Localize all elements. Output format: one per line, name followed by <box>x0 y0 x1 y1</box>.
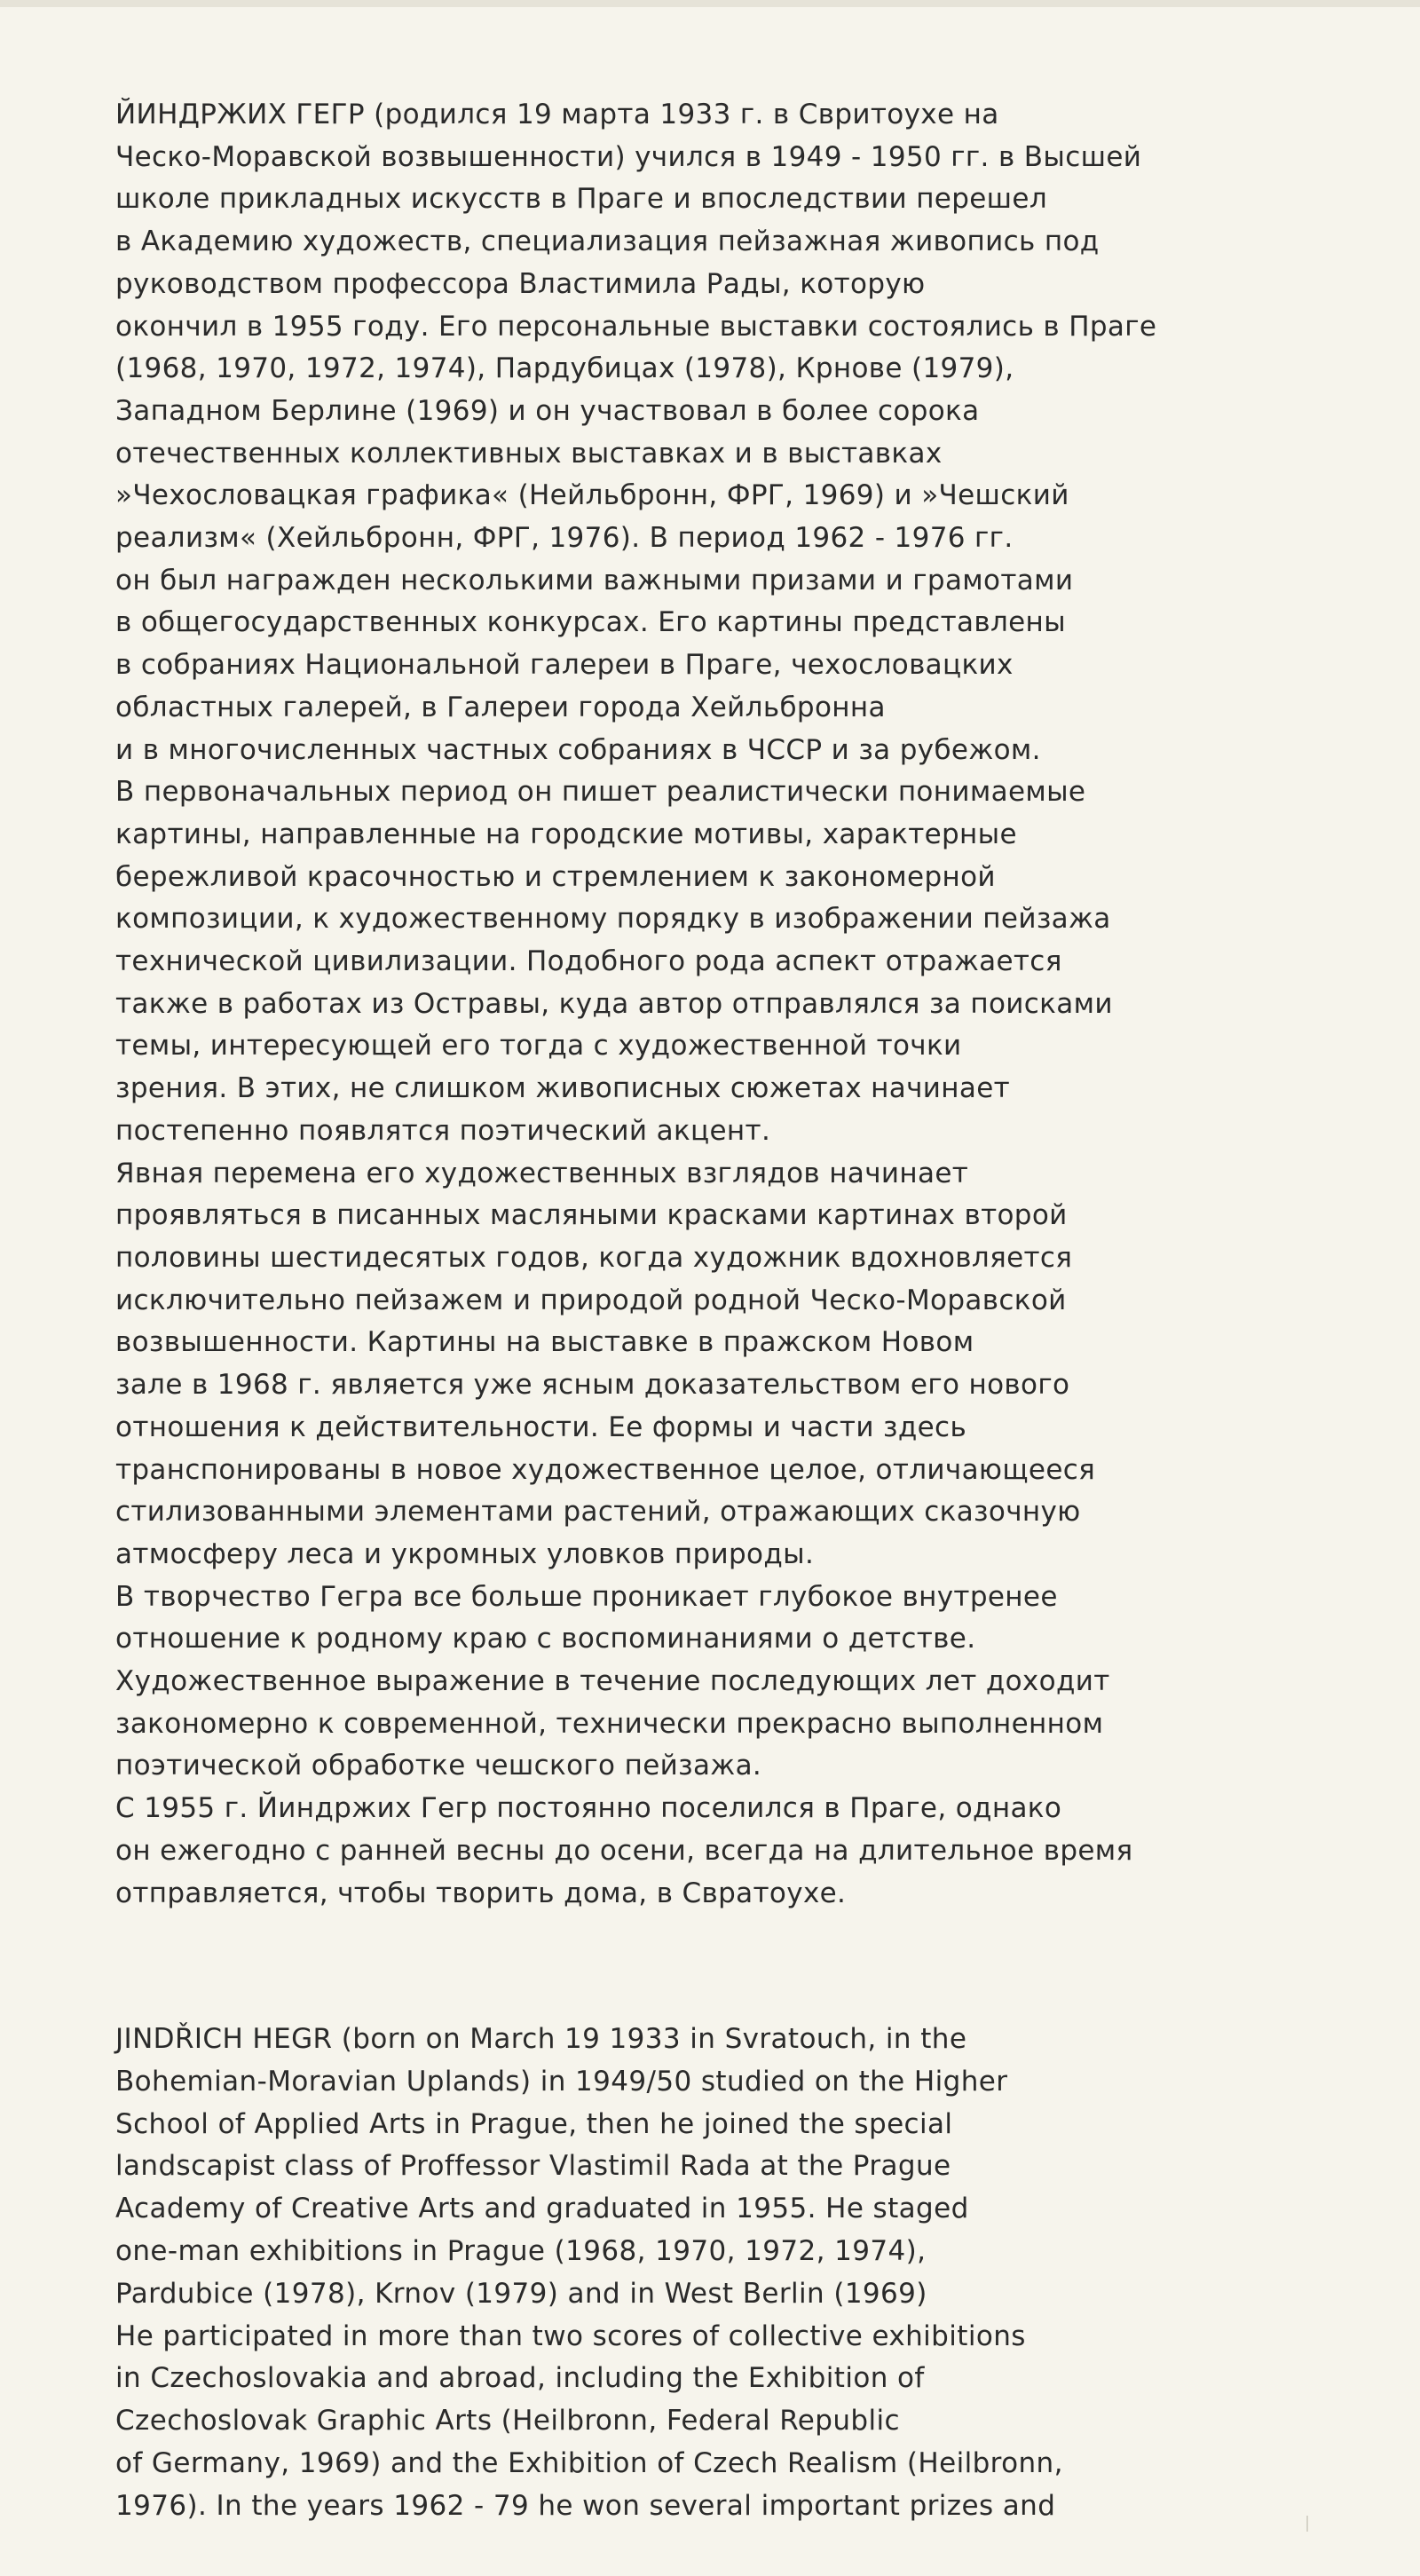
text-line: one-man exhibitions in Prague (1968, 1970, 1972, 1974), <box>115 2234 927 2267</box>
text-line: »Чехословацкая графика« (Нейльбронн, ФРГ, 1969) и »Чешский <box>115 479 1069 512</box>
text-line: ЙИНДРЖИХ ГЕГР (родился 19 марта 1933 г. в Свритоухе на <box>115 99 999 130</box>
text-line: и в многочисленных частных собраниях в ЧССР и за рубежом. <box>115 733 1041 766</box>
text-line: атмосферу леса и укромных уловков природы. <box>115 1537 815 1570</box>
text-line: окончил в 1955 году. Его персональные выставки состоялись в Праге <box>115 310 1157 343</box>
text-line: JINDŘICH HEGR (born on March 19 1933 in Svratouch, in the <box>115 2023 967 2055</box>
text-line: реализм« (Хейльбронн, ФРГ, 1976). В период 1962 - 1976 гг. <box>115 522 1014 555</box>
paper-speck <box>1306 2516 1308 2532</box>
text-line: Pardubice (1978), Krnov (1979) and in West Berlin (1969) <box>115 2277 927 2310</box>
text-line: поэтической обработке чешского пейзажа. <box>115 1750 762 1782</box>
text-line: В первоначальных период он пишет реалистически понимаемые <box>115 776 1086 809</box>
text-line: landscapist class of Proffessor Vlastimil Rada at the Prague <box>115 2150 951 2183</box>
text-line: отношения к действительности. Ее формы и части здесь <box>115 1410 967 1443</box>
text-line: отношение к родному краю с воспоминаниями о детстве. <box>115 1623 976 1655</box>
text-line: руководством профессора Властимила Рады, которую <box>115 267 926 300</box>
text-line: бережливой красочностью и стремлением к закономерной <box>115 860 996 893</box>
text-line: постепенно появлятся поэтический акцент. <box>115 1114 771 1147</box>
text-line: транспонированы в новое художественное целое, отличающееся <box>115 1453 1096 1486</box>
text-line: в общегосударственных конкурсах. Его картины представлены <box>115 606 1066 639</box>
text-line: of Germany, 1969) and the Exhibition of Czech Realism (Heilbronn, <box>115 2446 1063 2479</box>
text-line: областных галерей, в Галереи города Хейльбронна <box>115 691 886 723</box>
text-line: School of Applied Arts in Prague, then he joined the special <box>115 2107 953 2140</box>
text-line: В творчество Гегра все больше проникает глубокое внутренее <box>115 1580 1058 1613</box>
text-line: в Академию художеств, специализация пейзажная живопись под <box>115 225 1100 258</box>
text-line: Явная перемена его художественных взглядов начинает <box>115 1157 969 1189</box>
text-line: in Czechoslovakia and abroad, including the Exhibition of <box>115 2362 925 2395</box>
text-line: He participated in more than two scores of collective exhibitions <box>115 2319 1026 2352</box>
text-line: отправляется, чтобы творить дома, в Свратоухе. <box>115 1877 847 1909</box>
text-line: картины, направленные на городские мотивы, характерные <box>115 818 1017 850</box>
text-line: возвышенности. Картины на выставке в пражском Новом <box>115 1326 974 1359</box>
text-line: технической цивилизации. Подобного рода аспект отражается <box>115 945 1062 978</box>
english-text-block <box>115 2019 1376 2528</box>
russian-text-block <box>115 94 1376 1915</box>
text-line: школе прикладных искусств в Праге и впоследствии перешел <box>115 183 1047 216</box>
text-line: он ежегодно с ранней весны до осени, всегда на длительное время <box>115 1834 1133 1867</box>
text-line: С 1955 г. Йиндржих Гегр постоянно поселился в Праге, однако <box>115 1792 1062 1825</box>
text-line: Западном Берлине (1969) и он участвовал в более сорока <box>115 394 980 427</box>
text-line: композиции, к художественному порядку в изображении пейзажа <box>115 903 1111 936</box>
text-line: стилизованными элементами растений, отражающих сказочную <box>115 1496 1081 1529</box>
text-line: Czechoslovak Graphic Arts (Heilbronn, Federal Republic <box>115 2405 900 2438</box>
text-line: темы, интересующей его тогда с художественной точки <box>115 1030 962 1063</box>
text-line: в собраниях Национальной галереи в Праге, чехословацких <box>115 649 1014 682</box>
text-line: закономерно к современной, технически прекрасно выполненном <box>115 1707 1104 1740</box>
text-line: он был награжден несколькими важными призами и грамотами <box>115 564 1074 597</box>
text-line: проявляться в писанных масляными красками картинах второй <box>115 1199 1068 1232</box>
text-line: Academy of Creative Arts and graduated in 1955. He staged <box>115 2193 969 2225</box>
text-line: Ческо-Моравской возвышенности) учился в 1949 - 1950 гг. в Высшей <box>115 140 1142 173</box>
text-line: зрения. В этих, не слишком живописных сюжетах начинает <box>115 1072 1011 1105</box>
text-line: также в работах из Остравы, куда автор отправлялся за поисками <box>115 987 1113 1020</box>
text-line: зале в 1968 г. является уже ясным доказательством его нового <box>115 1369 1070 1402</box>
text-line: (1968, 1970, 1972, 1974), Пардубицах (1978), Крнове (1979), <box>115 352 1014 385</box>
text-line: Художественное выражение в течение последующих лет доходит <box>115 1665 1110 1698</box>
text-line: половины шестидесятых годов, когда художник вдохновляется <box>115 1241 1073 1274</box>
text-line: 1976). In the years 1962 - 79 he won several important prizes and <box>115 2489 1056 2522</box>
text-line: отечественных коллективных выставках и в выставках <box>115 437 943 470</box>
text-line: исключительно пейзажем и природой родной Ческо-Моравской <box>115 1284 1067 1316</box>
text-line: Bohemian-Moravian Uplands) in 1949/50 studied on the Higher <box>115 2065 1008 2098</box>
